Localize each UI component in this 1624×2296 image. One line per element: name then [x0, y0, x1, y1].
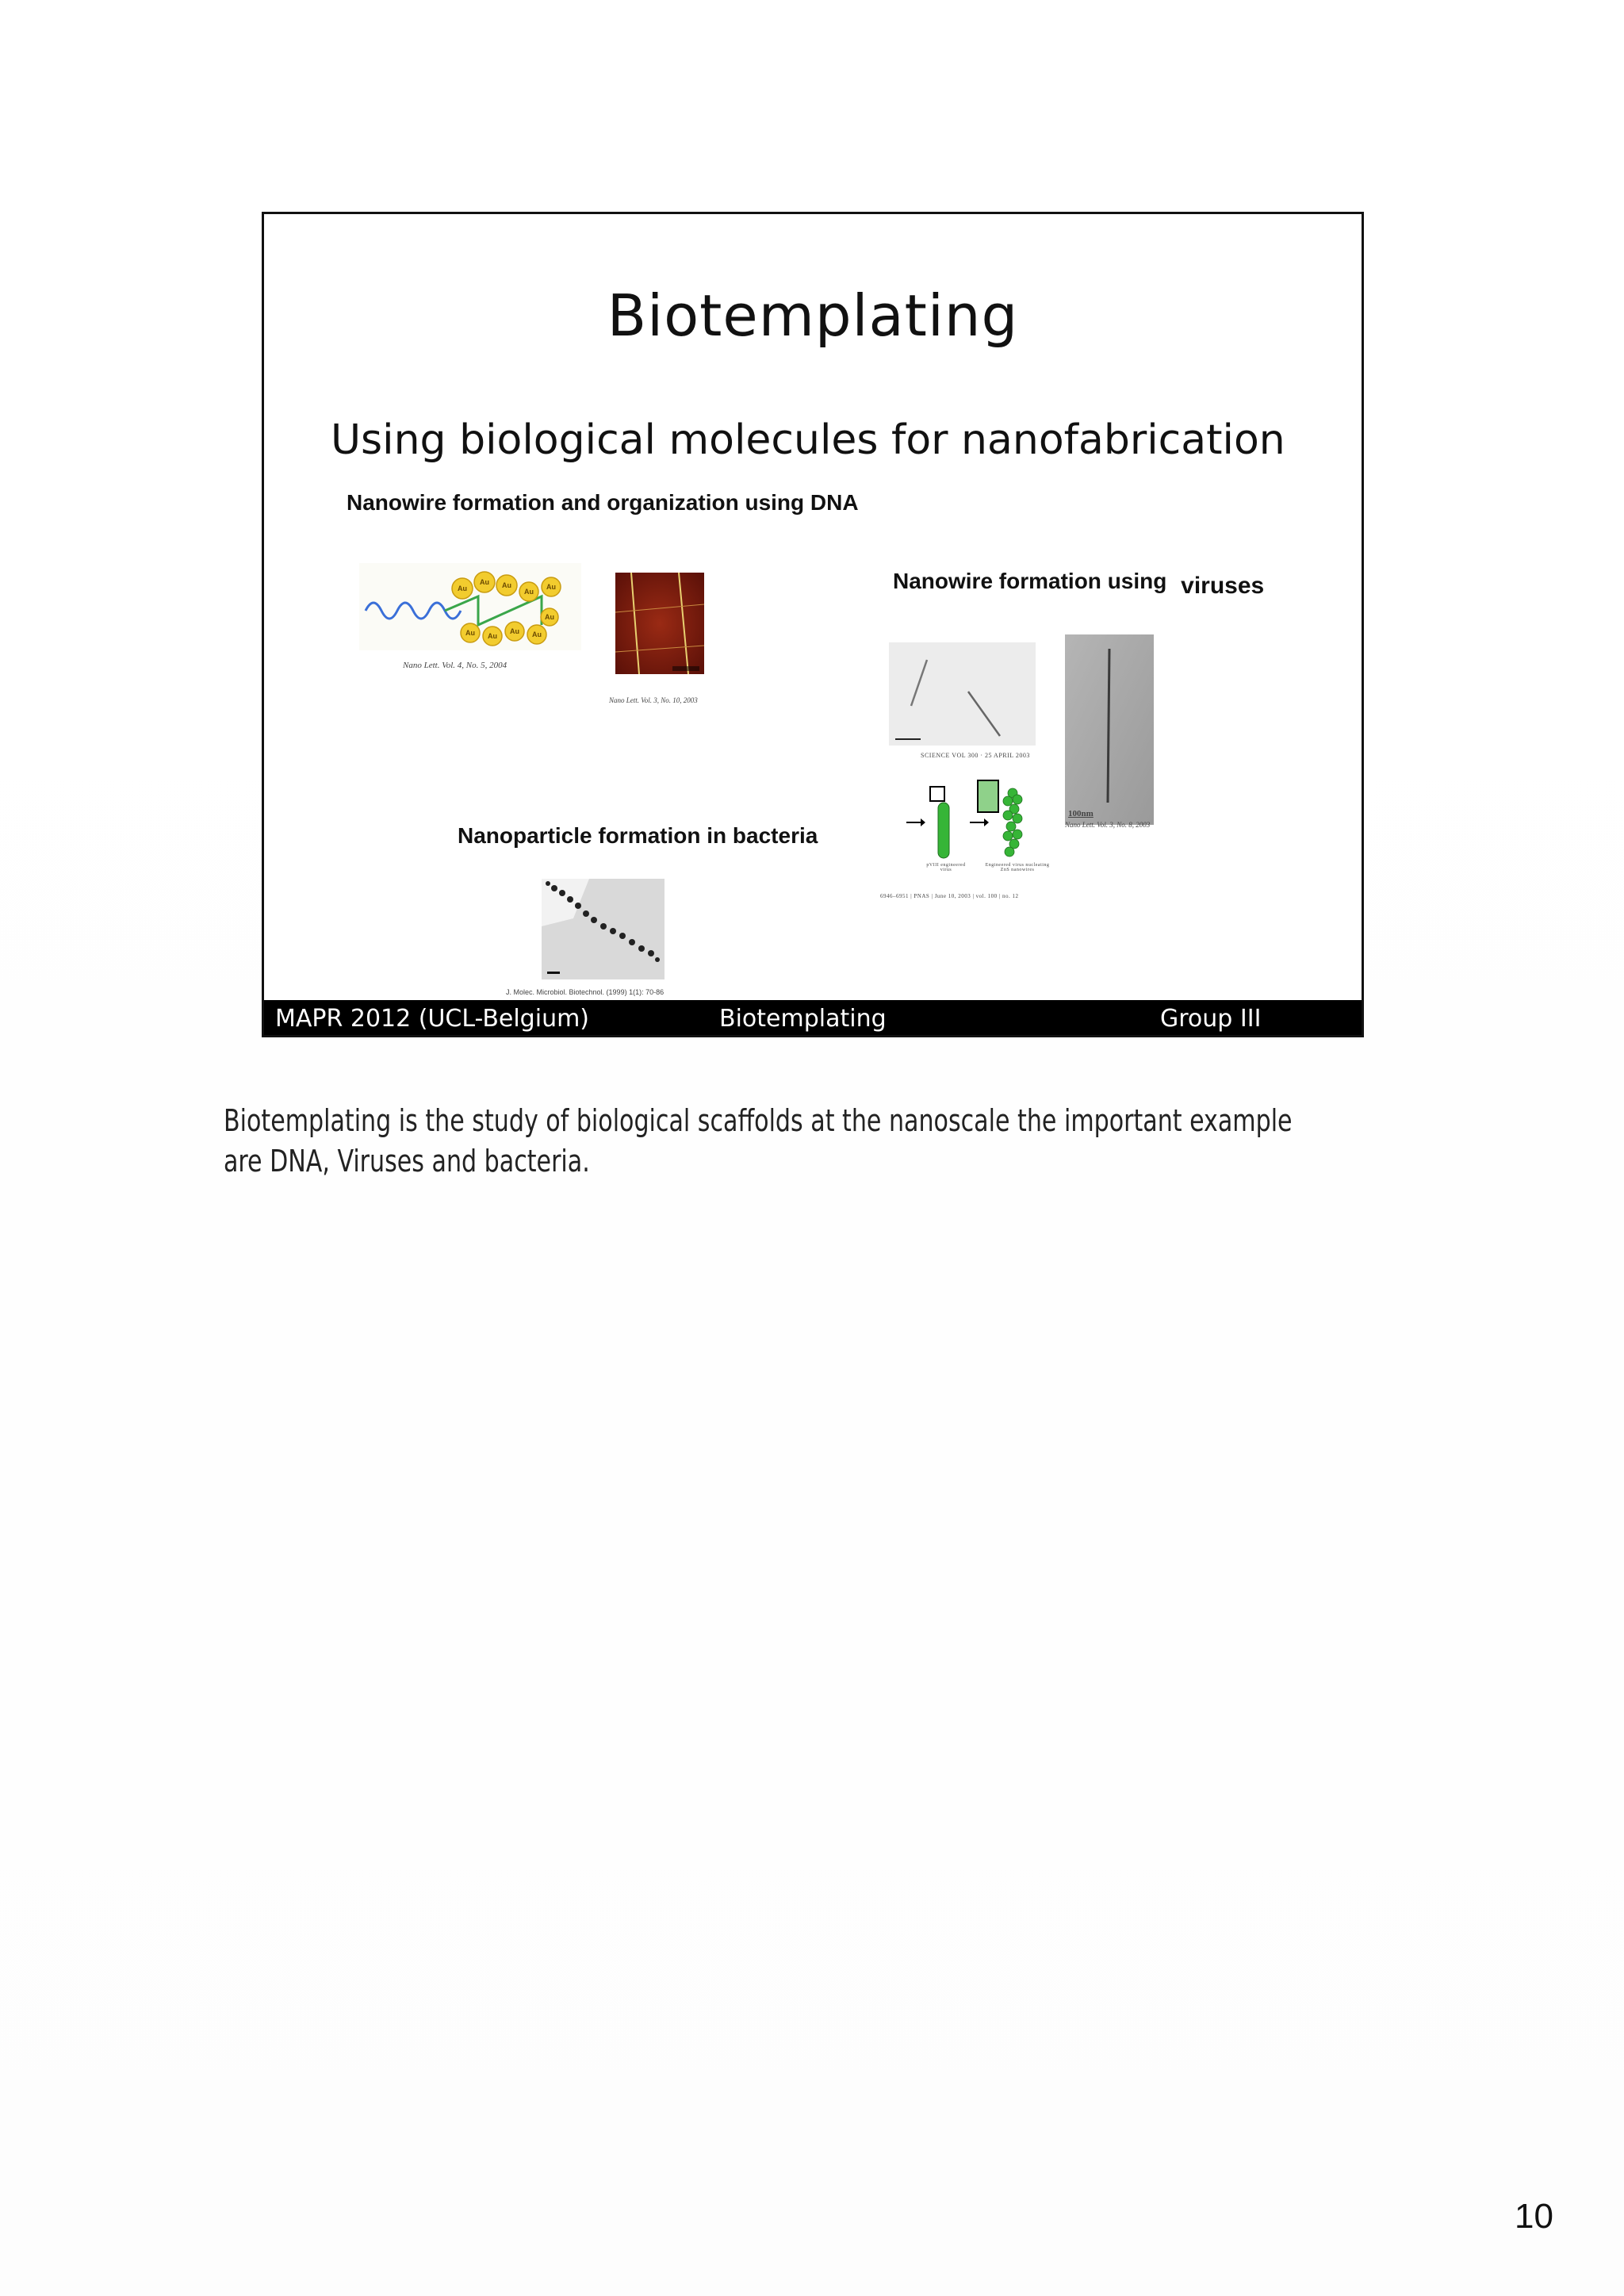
caption-virus-pvii: pVIII engineered virus	[926, 863, 966, 872]
slide-footer	[264, 1000, 1362, 1035]
caption-virus-right: Nano Lett. Vol. 3, No. 8, 2003	[1065, 821, 1151, 829]
svg-text:Au: Au	[524, 588, 534, 596]
caption-bacteria: J. Molec. Microbiol. Biotechnol. (1999) 1(1): 70-86	[506, 988, 665, 996]
footer-left: MAPR 2012 (UCL-Belgium)	[275, 1005, 590, 1033]
caption-virus-engineered: Engineered virus nucleating ZnS nanowires	[985, 863, 1050, 872]
svg-text:Au: Au	[545, 613, 554, 621]
bacteria-nanoparticle-image	[542, 879, 665, 979]
caption-virus-science: SCIENCE VOL 300 · 25 APRIL 2003	[921, 752, 1030, 759]
svg-text:Au: Au	[488, 632, 497, 640]
body-paragraph	[224, 1101, 1312, 1182]
virus-tem-image	[889, 642, 1036, 746]
svg-text:Au: Au	[510, 627, 519, 635]
footer-right: Group III	[1160, 1005, 1262, 1033]
svg-text:Au: Au	[465, 629, 475, 637]
slide-subtitle: Using biological molecules for nanofabrication	[331, 416, 1285, 464]
svg-text:Au: Au	[502, 581, 511, 589]
slide-title: Biotemplating	[607, 282, 1019, 349]
dna-gold-nanoparticle-figure	[359, 563, 581, 650]
caption-virus-scale: 100nm	[1068, 809, 1094, 818]
caption-dna-left: Nano Lett. Vol. 4, No. 5, 2004	[403, 661, 508, 670]
body-line-2: are DNA, Viruses and bacteria.	[224, 1144, 590, 1179]
virus-nanowire-tem-image	[1065, 634, 1154, 825]
bacteria-scale-bar	[547, 972, 563, 976]
footer-center: Biotemplating	[719, 1005, 887, 1033]
section-label-dna: Nanowire formation and organization using DNA	[347, 490, 859, 515]
page-number: 10	[1515, 2197, 1553, 2236]
slide-frame	[262, 212, 1364, 1037]
section-label-viruses-prefix: Nanowire formation using	[893, 569, 1167, 593]
svg-text:Au: Au	[480, 578, 489, 586]
svg-text:Au: Au	[458, 585, 467, 592]
body-line-1: Biotemplating is the study of biological scaffolds at the nanoscale the important example	[224, 1103, 1293, 1138]
section-label-bacteria: Nanoparticle formation in bacteria	[458, 823, 818, 848]
section-label-viruses	[893, 568, 1265, 599]
caption-dna-right: Nano Lett. Vol. 3, No. 10, 2003	[609, 696, 698, 704]
svg-text:Au: Au	[546, 583, 556, 591]
engineered-virus-schematic	[906, 779, 1049, 862]
section-label-viruses-word: viruses	[1181, 573, 1265, 599]
svg-text:Au: Au	[532, 631, 542, 638]
caption-virus-pnas: 6946–6951 | PNAS | June 10, 2003 | vol. 100 | no. 12	[880, 893, 1019, 899]
afm-nanowire-image	[615, 573, 704, 674]
